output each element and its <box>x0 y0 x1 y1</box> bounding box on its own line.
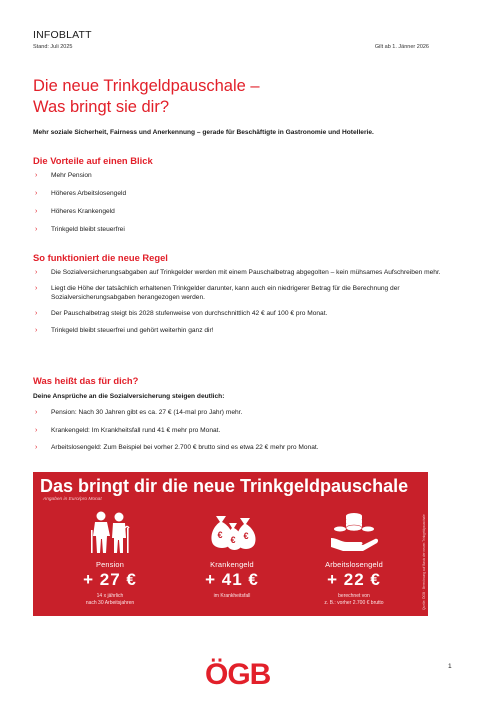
banner-title: Das bringt dir die neue Trinkgeldpauschale <box>40 476 409 496</box>
list-item: › Höheres Arbeitslosengeld <box>35 190 127 197</box>
regel-list <box>33 268 453 336</box>
vorteile-list <box>33 171 453 235</box>
benefit-label: Krankengeld <box>210 560 254 569</box>
intro-text: Mehr soziale Sicherheit, Fairness und Anerkennung – gerade für Beschäftigte in Gastronomie und Hotellerie. <box>33 129 374 136</box>
section-heading-regel: So funktioniert die neue Regel <box>33 252 168 263</box>
coins-hand-icon <box>299 510 409 554</box>
benefit-note: z. B.: vorher 2.700 € brutto <box>324 599 384 606</box>
money-bags-icon <box>177 510 287 554</box>
list-item: › Arbeitslosengeld: Zum Beispiel bei vorher 2.700 € brutto sind es etwa 22 € mehr pro Monat. <box>35 444 319 451</box>
banner-source: Quelle: ÖGB · Berechnung auf Basis der neuen Trinkgeldpauschale <box>422 514 426 610</box>
benefit-arbeitslosengeld <box>299 510 409 606</box>
chevron-right-icon: › <box>35 208 38 215</box>
list-item: › Höheres Krankengeld <box>35 208 115 215</box>
chevron-right-icon: › <box>35 226 38 233</box>
chevron-right-icon: › <box>35 409 38 416</box>
svg-text:€: € <box>217 530 223 540</box>
section-subheading: Deine Ansprüche an die Sozialversicherung steigen deutlich: <box>33 393 225 400</box>
chevron-right-icon: › <box>35 269 38 276</box>
benefit-note: berechnet von <box>338 593 370 599</box>
benefit-value: + 27 € <box>83 570 137 589</box>
list-item: › Pension: Nach 30 Jahren gibt es ca. 27 € (14-mal pro Jahr) mehr. <box>35 409 243 416</box>
valid-from-date: Gilt ab 1. Jänner 2026 <box>374 44 429 50</box>
svg-text:ÖGB: ÖGB <box>205 658 271 690</box>
chevron-right-icon: › <box>35 172 38 179</box>
section-heading-was-heisst: Was heißt das für dich? <box>33 375 139 386</box>
svg-text:€: € <box>243 531 249 541</box>
benefit-note: nach 30 Arbeitsjahren <box>85 599 135 606</box>
benefit-value: + 22 € <box>327 570 381 589</box>
section-heading-vorteile: Die Vorteile auf einen Blick <box>33 155 153 166</box>
benefit-label: Arbeitslosengeld <box>325 560 383 569</box>
page-title <box>33 76 260 118</box>
title-line-1: Die neue Trinkgeldpauschale – <box>33 77 260 95</box>
page-number: 1 <box>448 663 452 670</box>
title-line-2: Was bringt sie dir? <box>33 98 170 116</box>
anspruch-list <box>33 408 453 453</box>
list-item: › Die Sozialversicherungsabgaben auf Trinkgelder werden mit einem Pauschalbetrag abgegolten – kein mühsames Aufschreiben mehr. <box>35 269 441 276</box>
oegb-logo <box>205 656 283 695</box>
benefit-krankengeld <box>177 510 287 600</box>
elderly-couple-icon <box>55 510 165 554</box>
svg-text:€: € <box>230 535 236 545</box>
list-item: › Krankengeld: Im Krankheitsfall rund 41 € mehr pro Monat. <box>35 426 221 434</box>
list-item: › Der Pauschalbetrag steigt bis 2028 stufenweise von durchschnittlich 42 € auf 100 € pro Monat. <box>35 309 328 317</box>
chevron-right-icon: › <box>35 309 38 317</box>
chevron-right-icon: › <box>35 444 38 451</box>
benefit-label: Pension <box>95 560 125 569</box>
chevron-right-icon: › <box>35 327 38 334</box>
benefits-banner <box>33 472 428 616</box>
benefit-note: 14 x jährlich <box>96 593 124 599</box>
chevron-right-icon: › <box>35 426 38 434</box>
list-item: › Trinkgeld bleibt steuerfrei und gehört weiterhin ganz dir! <box>35 327 214 334</box>
status-date: Stand: Juli 2025 <box>33 44 73 50</box>
list-item: › Trinkgeld bleibt steuerfrei <box>35 226 125 233</box>
chevron-right-icon: › <box>35 190 38 197</box>
benefit-pension <box>55 510 165 606</box>
list-item: › Liegt die Höhe der tatsächlich erhaltenen Trinkgelder darunter, kann auch ein niedrigerer Betrag für die Berechnung der Sozialversicherungsabgaben herangezogen werden. <box>35 284 400 301</box>
benefit-note: im Krankheitsfall <box>213 593 251 599</box>
banner-subtitle: Angaben in Euro/pro Monat <box>43 497 102 502</box>
list-item: › Mehr Pension <box>35 172 92 179</box>
document-type: INFOBLATT <box>33 29 92 41</box>
chevron-right-icon: › <box>35 284 38 292</box>
benefit-value: + 41 € <box>205 570 259 589</box>
